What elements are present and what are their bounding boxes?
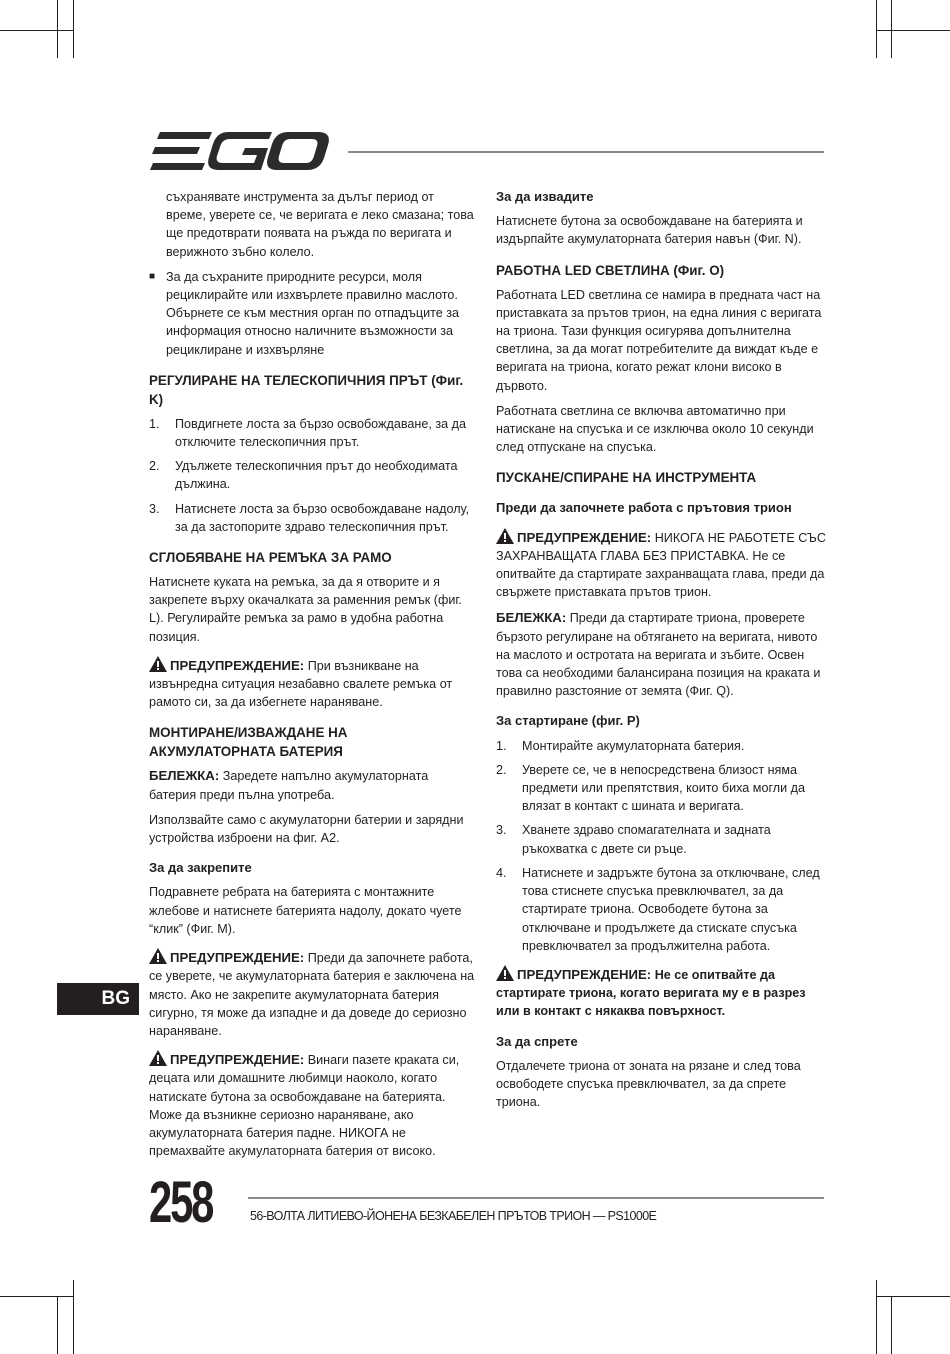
note-block	[496, 609, 826, 700]
heading-start-stop: ПУСКАНЕ/СПИРАНЕ НА ИНСТРУМЕНТА	[496, 470, 757, 486]
step-text: Натиснете и задръжте бутона за отключване, след това стиснете спусъка превключвател, за да стартирате триона. Освободете бутона за отключване и продължете да стискате спусъка превключвател за продължителна работа.	[522, 865, 820, 953]
left-column	[149, 188, 477, 1168]
step-text: Монтирайте акумулаторната батерия.	[522, 738, 745, 753]
numbered-step	[496, 737, 826, 755]
crop-mark	[57, 1296, 58, 1354]
step-number: 3.	[496, 823, 507, 838]
attach-paragraph: Подравнете ребрата на батерията с монтажните жлебове и натиснете батерията надолу, докато чуете “клик” (Фиг. M).	[149, 885, 462, 936]
step-number: 1.	[496, 738, 507, 753]
heading-attach: За да закрепите	[149, 860, 252, 876]
warning-triangle-icon	[149, 948, 167, 964]
warning-triangle-icon	[149, 1050, 167, 1066]
warning-block	[496, 965, 826, 1021]
step-number: 4.	[496, 865, 507, 880]
crop-mark	[876, 1296, 950, 1297]
crop-mark	[0, 1296, 73, 1297]
step-text: Хванете здраво спомагателната и задната ръкохватка с двете си ръце.	[522, 823, 771, 856]
heading-before-start: Преди да започнете работа с прътовия трион	[496, 500, 792, 516]
step-number: 2.	[496, 762, 507, 777]
stop-paragraph: Отдалечете триона от зоната на рязане и след това освободете спусъка превключвател, за да спрете триона.	[496, 1058, 801, 1110]
warning-text: Винаги пазете краката си, децата или домашните любимци наоколо, когато натискате бутона за освобождаване на батерията. Може да възникне сериозно нараняване, ако акумулаторната батерия падне. НИКОГА не премахвайте акумулаторната батерия от високо.	[149, 1053, 460, 1159]
numbered-step	[149, 457, 477, 493]
heading-stop: За да спрете	[496, 1033, 578, 1049]
crop-mark	[891, 1296, 892, 1354]
step-text: Удължете телескопичния прът до необходимата дължина.	[175, 459, 458, 492]
warning-keyword: ПРЕДУПРЕЖДЕНИЕ:	[517, 966, 652, 982]
warning-block	[149, 1050, 477, 1160]
warning-block	[149, 656, 477, 712]
heading-led: РАБОТНА LED СВЕТЛИНА (Фиг. O)	[496, 262, 725, 278]
battery-paragraph: Използвайте само с акумулаторни батерии и зарядни устройства изброени на фиг. A2.	[149, 812, 464, 846]
note-keyword: БЕЛЕЖКА:	[149, 768, 220, 784]
bullet-item	[149, 268, 477, 359]
crop-mark	[73, 0, 74, 58]
crop-mark	[876, 30, 950, 31]
warning-text: НИКОГА НЕ РАБОТЕТЕ СЪС ЗАХРАНВАЩАТА ГЛАВА БЕЗ ПРИСТАВКА. Не се опитвайте да стартирате захранващата глава, преди да свържете приставката прътов трион.	[496, 530, 826, 600]
warning-keyword: ПРЕДУПРЕЖДЕНИЕ:	[517, 529, 652, 545]
numbered-step	[496, 821, 826, 857]
right-column	[496, 188, 826, 1118]
remove-paragraph: Натиснете бутона за освобождаване на батерията и издърпайте акумулаторната батерия навън (Фиг. N).	[496, 214, 803, 247]
bullet-text: За да съхраните природните ресурси, моля рециклирайте или изхвърлете правилно маслото. Обърнете се към местния орган по отпадъците за информация относно наличните възможности за рециклиране и изхвърляне	[166, 269, 460, 357]
warning-triangle-icon	[149, 656, 167, 672]
warning-keyword: ПРЕДУПРЕЖДЕНИЕ:	[170, 657, 305, 673]
footer-rule	[248, 1197, 824, 1199]
crop-mark	[891, 0, 892, 58]
step-number: 3.	[149, 501, 160, 516]
crop-mark	[73, 1280, 74, 1354]
warning-text: Не се опитвайте да стартирате триона, когато веригата му е в разрез или в контакт с някаква повърхност.	[496, 967, 806, 1019]
crop-mark	[876, 1280, 877, 1354]
warning-keyword: ПРЕДУПРЕЖДЕНИЕ:	[170, 1052, 305, 1068]
storage-paragraph: съхранявате инструмента за дълъг период от време, уверете се, че веригата е леко смазана; това ще предотврати появата на ръжда по веригата и верижното зъбно колело.	[166, 190, 474, 259]
heading-remove: За да извадите	[496, 189, 594, 204]
note-block	[149, 767, 477, 803]
ego-logo	[150, 130, 330, 172]
crop-mark	[57, 0, 58, 58]
warning-keyword: ПРЕДУПРЕЖДЕНИЕ:	[170, 950, 305, 966]
warning-block	[149, 948, 477, 1040]
warning-text: При възникване на извънредна ситуация незабавно свалете ремъка от рамото си, за да избегнете нараняване.	[149, 658, 453, 710]
heading-strap: СГЛОБЯВАНЕ НА РЕМЪКА ЗА РАМО	[149, 550, 392, 566]
warning-block	[496, 528, 826, 602]
heading-telescopic: РЕГУЛИРАНЕ НА ТЕЛЕСКОПИЧНИЯ ПРЪТ (Фиг. K)	[149, 372, 464, 407]
language-tab: BG	[57, 983, 139, 1015]
step-number: 2.	[149, 459, 160, 474]
square-bullet-icon: ■	[149, 270, 156, 282]
numbered-step	[496, 761, 826, 816]
warning-text: Преди да започнете работа, се уверете, че акумулаторната батерия е заключена на място. Ако не закрепите акумулаторната батерия сигурно, тя може да изпадне и да доведе до сериозно нараняване.	[149, 951, 475, 1038]
led-paragraph: Работната LED светлина се намира в предната част на приставката за прътов трион, на една линия с веригата на триона. Тази функция осигурява допълнителна светлина, за да могат потребителите да виждат къде е веригата на триона, когато режат клони високо в дървото.	[496, 287, 822, 393]
crop-mark	[0, 30, 73, 31]
note-text: Заредете напълно акумулаторната батерия преди пълна употреба.	[149, 769, 429, 802]
step-text: Уверете се, че в непосредствена близост няма предмети или препятствия, които биха могли да влязат в контакт с шината и веригата.	[522, 762, 806, 814]
warning-triangle-icon	[496, 965, 514, 981]
numbered-step	[496, 864, 826, 955]
note-keyword: БЕЛЕЖКА:	[496, 610, 567, 626]
step-number: 1.	[149, 416, 160, 431]
heading-start: За стартиране (фиг. P)	[496, 713, 640, 729]
warning-triangle-icon	[496, 528, 514, 544]
heading-battery: МОНТИРАНЕ/ИЗВАЖДАНЕ НА АКУМУЛАТОРНАТА БАТЕРИЯ	[149, 725, 348, 760]
numbered-step	[149, 415, 477, 451]
step-text: Натиснете лоста за бързо освобождаване надолу, за да застопорите здраво телескопичния прът.	[175, 501, 470, 534]
step-text: Повдигнете лоста за бързо освобождаване, за да отключите телескопичния прът.	[175, 416, 466, 450]
note-text: Преди да стартирате триона, проверете бързото регулиране на обтягането на веригата, нивото на маслото и остротата на веригата и зъбите. Освен това са необходими балансирана позиция на краката и правилно разстояние от земята (Фиг. Q).	[496, 611, 821, 699]
header-rule	[348, 151, 824, 153]
start-steps	[496, 737, 826, 955]
footer-title: 56-ВОЛТА ЛИТИЕВО-ЙОНЕНА БЕЗКАБЕЛЕН ПРЪТОВ ТРИОН — PS1000E	[250, 1209, 657, 1223]
led-paragraph: Работната светлина се включва автоматично при натискане на спусъка и се изключва около 10 секунди след отпускане на спусъка.	[496, 403, 814, 455]
crop-mark	[876, 0, 877, 58]
numbered-step	[149, 500, 477, 536]
strap-paragraph: Натиснете куката на ремъка, за да я отворите и я закрепете върху окачалката за раменния ремък (фиг. L). Регулирайте ремъка за рамо в удобна работна позиция.	[149, 575, 462, 644]
page-number: 258	[149, 1170, 213, 1235]
telescopic-steps	[149, 415, 477, 536]
